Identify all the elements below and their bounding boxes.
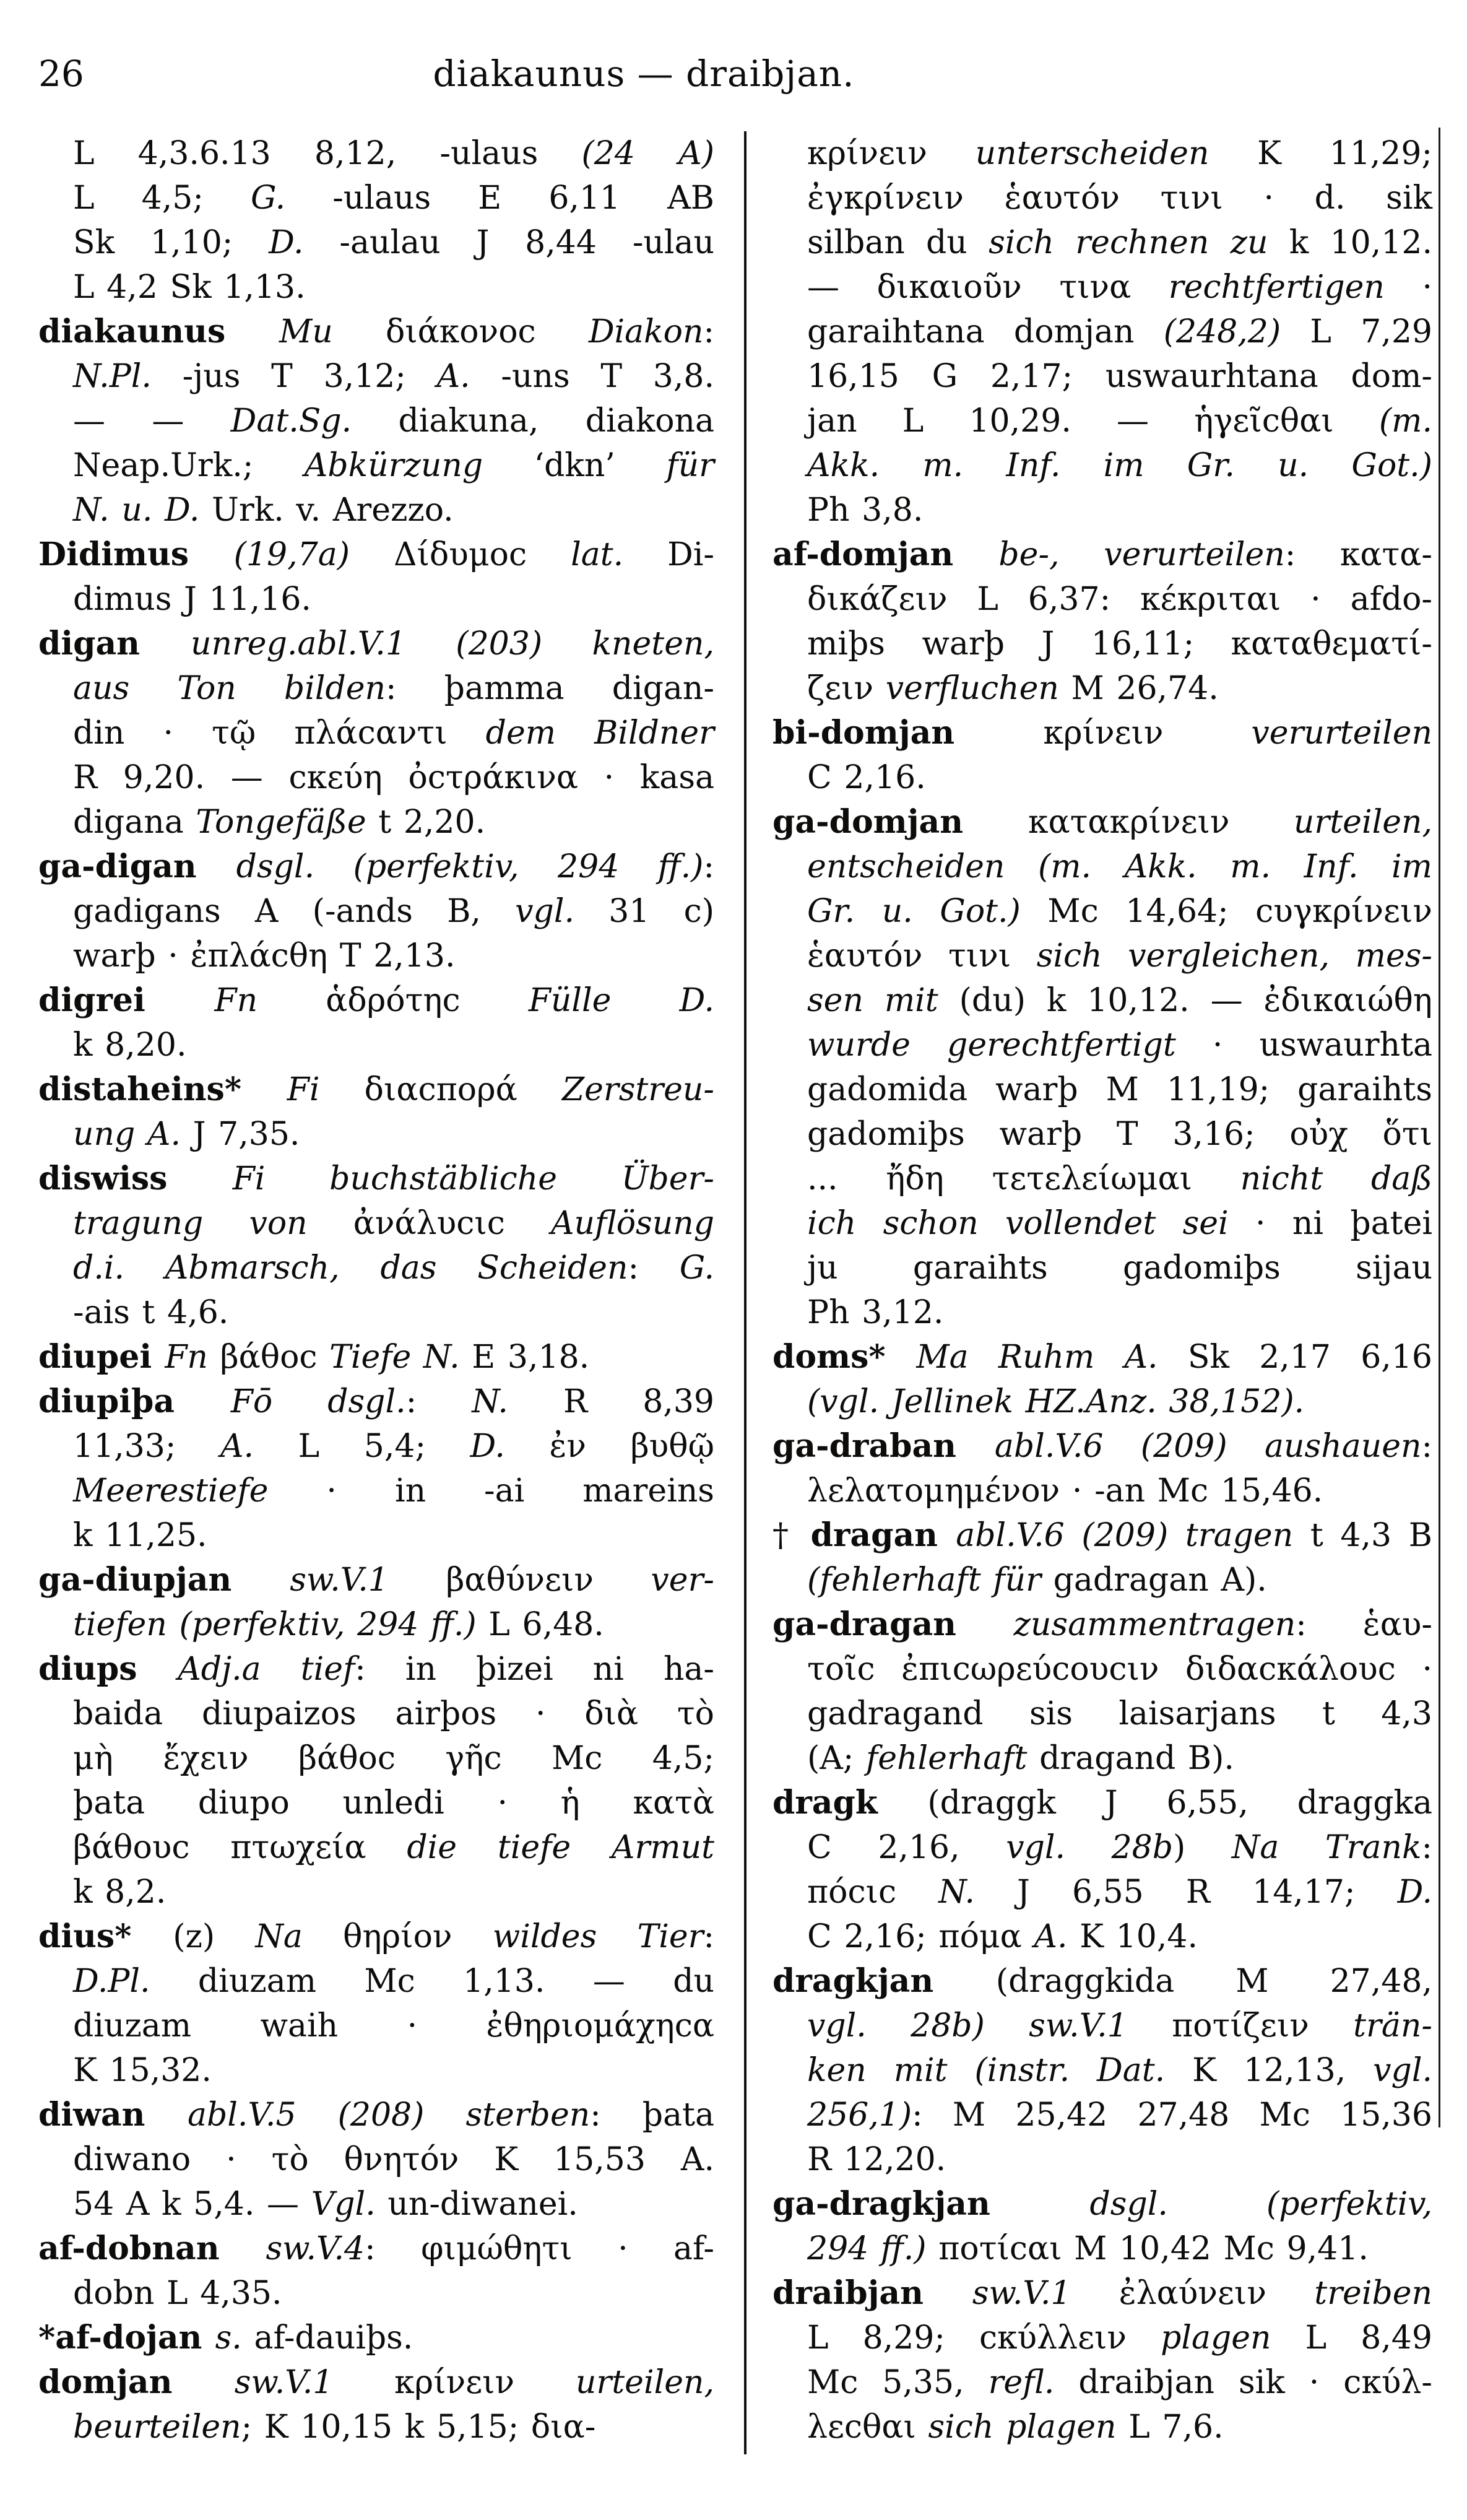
entry-line: gadigans A (-ands B, vgl. 31 c) bbox=[73, 893, 714, 930]
entry-line: 294 ff.) ποτίcαι M 10,42 Mc 9,41. bbox=[807, 2230, 1369, 2267]
entry-line: (fehlerhaft für gadragan A). bbox=[807, 1562, 1267, 1599]
entry-line: L 4,2 Sk 1,13. bbox=[73, 269, 306, 306]
dictionary-entry bbox=[38, 532, 714, 622]
entry-line: Ph 3,12. bbox=[807, 1294, 944, 1331]
entry-line: aus Ton bilden: þamma digan- bbox=[73, 670, 714, 707]
right-column bbox=[772, 131, 1432, 2449]
entry-line: dius* (z) Na θηρίον wildes Tier: bbox=[38, 1918, 714, 1955]
entry-line: μὴ ἔχειν βάθοc γῆc Mc 4,5; bbox=[73, 1740, 714, 1777]
entry-line: R 9,20. — cκεύη ὀcτράκινα · kasa bbox=[73, 759, 715, 796]
entry-line: gadomiþs warþ T 3,16; οὐχ ὅτι bbox=[807, 1116, 1432, 1153]
entry-line: warþ · ἐπλάcθη T 2,13. bbox=[73, 937, 456, 975]
entry-line: ... ἤδη τετελείωμαι nicht daß bbox=[807, 1160, 1432, 1197]
left-column bbox=[38, 131, 714, 2449]
entry-continuation bbox=[772, 131, 1432, 532]
dictionary-entry bbox=[38, 1914, 714, 2093]
entry-line: ἐγκρίνειν ἑαυτόν τινι · d. sik bbox=[807, 180, 1432, 217]
entry-line: af-domjan be-, verurteilen: κατα- bbox=[772, 536, 1432, 573]
entry-line: ju garaihts gadomiþs sijau bbox=[807, 1249, 1432, 1287]
entry-line: 54 A k 5,4. — Vgl. un-diwanei. bbox=[73, 2186, 578, 2223]
entry-line: diakaunus Mu διάκονοc Diakon: bbox=[38, 313, 715, 350]
entry-line: digana Tongefäße t 2,20. bbox=[73, 804, 486, 841]
entry-line: N.Pl. -jus T 3,12; A. -uns T 3,8. bbox=[73, 358, 714, 395]
dictionary-entry bbox=[38, 622, 714, 845]
entry-line: τοῖc ἐπιcωρεύcουcιν διδαcκάλουc · bbox=[807, 1651, 1432, 1688]
entry-line: k 8,20. bbox=[73, 1027, 187, 1064]
entry-line: diupei Fn βάθοc Tiefe N. E 3,18. bbox=[38, 1338, 590, 1376]
entry-line: gadomida warþ M 11,19; garaihts bbox=[807, 1071, 1432, 1108]
entry-line: Mc 5,35, refl. draibjan sik · cκύλ- bbox=[807, 2364, 1432, 2401]
entry-line: garaihtana domjan (248,2) L 7,29 bbox=[807, 313, 1432, 350]
dictionary-entry bbox=[38, 310, 714, 532]
dictionary-entry bbox=[38, 978, 714, 1067]
dictionary-entry bbox=[772, 1602, 1432, 1781]
dictionary-entry bbox=[772, 711, 1432, 800]
entry-line: dragkjan (draggkida M 27,48, bbox=[772, 1962, 1432, 2000]
entry-line: diwan abl.V.5 (208) sterben: þata bbox=[38, 2096, 714, 2134]
entry-line: *af-dojan s. af-dauiþs. bbox=[38, 2319, 413, 2357]
entry-line: vgl. 28b) sw.V.1 ποτίζειν trän- bbox=[807, 2007, 1432, 2044]
entry-line: 11,33; A. L 5,4; D. ἐν βυθῷ bbox=[73, 1428, 714, 1465]
dictionary-entry bbox=[38, 2360, 714, 2449]
entry-line: þata diupo unledi · ἡ κατὰ bbox=[73, 1784, 714, 1822]
entry-line: beurteilen; K 10,15 k 5,15; δια- bbox=[73, 2409, 596, 2446]
entry-line: Akk. m. Inf. im Gr. u. Got.) bbox=[807, 447, 1432, 484]
entry-line: din · τῷ πλάcαντι dem Bildner bbox=[73, 715, 714, 752]
entry-line: dragk (draggk J 6,55, draggka bbox=[772, 1784, 1433, 1822]
page-number: 26 bbox=[38, 53, 84, 95]
entry-line: entscheiden (m. Akk. m. Inf. im bbox=[807, 848, 1432, 885]
dictionary-entry bbox=[38, 2227, 714, 2316]
entry-continuation bbox=[38, 131, 714, 310]
dictionary-entry bbox=[38, 1558, 714, 1647]
entry-line: ung A. J 7,35. bbox=[73, 1116, 300, 1153]
entry-line: diups Adj.a tief: in þizei ni ha- bbox=[38, 1650, 715, 1688]
entry-line: k 11,25. bbox=[73, 1517, 207, 1554]
entry-line: af-dobnan sw.V.4: φιμώθητι · af- bbox=[38, 2230, 714, 2267]
page-edge-line bbox=[1439, 128, 1440, 2127]
dictionary-entry bbox=[38, 1647, 714, 1914]
entry-line: Didimus (19,7a) Δίδυμοc lat. Di- bbox=[38, 536, 715, 573]
dictionary-entry bbox=[772, 532, 1432, 711]
entry-line: digan unreg.abl.V.1 (203) kneten, bbox=[38, 625, 714, 663]
entry-line: ga-diupjan sw.V.1 βαθύνειν ver- bbox=[38, 1561, 714, 1599]
entry-line: δικάζειν L 6,37: κέκριται · afdo- bbox=[807, 581, 1433, 618]
dictionary-entry bbox=[772, 1959, 1432, 2182]
dictionary-entry bbox=[772, 1513, 1432, 1602]
entry-line: λελατομημένον · -an Mc 15,46. bbox=[807, 1472, 1323, 1510]
entry-line: d.i. Abmarsch, das Scheiden: G. bbox=[73, 1249, 714, 1287]
entry-line: ga-domjan κατακρίνειν urteilen, bbox=[772, 803, 1432, 841]
entry-line: diuzam waih · ἐθηριομάχηcα bbox=[73, 2007, 714, 2044]
entry-line: C 2,16. bbox=[807, 759, 926, 796]
entry-line: Meerestiefe · in -ai mareins bbox=[73, 1472, 714, 1510]
entry-line: βάθουc πτωχεία die tiefe Armut bbox=[73, 1829, 715, 1866]
entry-line: Gr. u. Got.) Mc 14,64; cυγκρίνειν bbox=[807, 893, 1432, 930]
entry-line: baida diupaizos airþos · διὰ τὸ bbox=[73, 1695, 714, 1732]
entry-line: (A; fehlerhaft dragand B). bbox=[807, 1740, 1234, 1777]
entry-line: k 8,2. bbox=[73, 1874, 167, 1911]
entry-line: N. u. D. Urk. v. Arezzo. bbox=[73, 492, 454, 529]
entry-line: sen mit (du) k 10,12. — ἐδικαιώθη bbox=[807, 982, 1432, 1019]
entry-line: domjan sw.V.1 κρίνειν urteilen, bbox=[38, 2363, 714, 2401]
entry-line: ἑαυτόν τινι sich vergleichen, mes- bbox=[807, 937, 1432, 975]
entry-line: K 15,32. bbox=[73, 2052, 212, 2089]
dictionary-entry bbox=[772, 800, 1432, 1335]
entry-line: diswiss Fi buchstäbliche Über- bbox=[38, 1160, 715, 1197]
entry-line: doms* Ma Ruhm A. Sk 2,17 6,16 bbox=[772, 1338, 1432, 1376]
entry-line: Sk 1,10; D. -aulau J 8,44 -ulau bbox=[73, 224, 715, 261]
entry-line: C 2,16; πόμα A. K 10,4. bbox=[807, 1918, 1198, 1955]
entry-line: dimus J 11,16. bbox=[73, 581, 311, 618]
entry-line: ich schon vollendet sei · ni þatei bbox=[807, 1205, 1432, 1242]
dictionary-entry bbox=[772, 1781, 1432, 1959]
entry-line: diupiþa Fō dsgl.: N. R 8,39 bbox=[38, 1383, 714, 1420]
column-divider-rule bbox=[744, 131, 746, 2454]
entry-line: bi-domjan κρίνειν verurteilen bbox=[772, 714, 1432, 752]
entry-line: dobn L 4,35. bbox=[73, 2275, 282, 2312]
entry-line: ga-digan dsgl. (perfektiv, 294 ff.): bbox=[38, 848, 714, 885]
entry-line: ga-dragan zusammentragen: ἑαυ- bbox=[772, 1605, 1432, 1643]
dictionary-entry bbox=[38, 845, 714, 978]
entry-line: ken mit (instr. Dat. K 12,13, vgl. bbox=[807, 2052, 1432, 2089]
entry-line: -ais t 4,6. bbox=[73, 1294, 229, 1331]
entry-line: λεcθαι sich plagen L 7,6. bbox=[807, 2409, 1224, 2446]
entry-line: Neap.Urk.; Abkürzung ‘dkn’ für bbox=[73, 447, 714, 484]
entry-line: † dragan abl.V.6 (209) tragen t 4,3 B bbox=[772, 1516, 1432, 1554]
dictionary-entry bbox=[38, 1379, 714, 1558]
entry-line: L 8,29; cκύλλειν plagen L 8,49 bbox=[807, 2319, 1432, 2357]
dictionary-entry bbox=[38, 2316, 714, 2360]
entry-line: wurde gerechtfertigt · uswaurhta bbox=[807, 1027, 1432, 1064]
dictionary-entry bbox=[772, 1424, 1432, 1513]
entry-line: R 12,20. bbox=[807, 2141, 946, 2178]
entry-line: πόcιc N. J 6,55 R 14,17; D. bbox=[807, 1874, 1432, 1911]
entry-line: ζειν verfluchen M 26,74. bbox=[807, 670, 1219, 707]
entry-line: tiefen (perfektiv, 294 ff.) L 6,48. bbox=[73, 1606, 604, 1643]
entry-line: (vgl. Jellinek HZ.Anz. 38,152). bbox=[807, 1383, 1305, 1420]
dictionary-entry bbox=[772, 2271, 1432, 2449]
dictionary-entry bbox=[772, 1335, 1432, 1424]
entry-line: gadragand sis laisarjans t 4,3 bbox=[807, 1695, 1432, 1732]
entry-line: diwano · τὸ θνητόν K 15,53 A. bbox=[73, 2141, 714, 2178]
entry-line: silban du sich rechnen zu k 10,12. bbox=[807, 224, 1432, 261]
dictionary-entry bbox=[38, 1335, 714, 1379]
entry-line: digrei Fn ἁδρότηc Fülle D. bbox=[38, 981, 714, 1019]
entry-line: — — Dat.Sg. diakuna, diakona bbox=[73, 402, 714, 440]
entry-line: tragung von ἀνάλυcιc Auflösung bbox=[73, 1205, 714, 1242]
entry-line: distaheins* Fi διαcπορά Zerstreu- bbox=[38, 1071, 714, 1108]
entry-line: draibjan sw.V.1 ἐλαύνειν treiben bbox=[772, 2274, 1433, 2312]
entry-line: 256,1): M 25,42 27,48 Mc 15,36 bbox=[807, 2096, 1432, 2134]
running-head: diakaunus — draibjan. bbox=[433, 53, 855, 95]
entry-line: Ph 3,8. bbox=[807, 492, 924, 529]
entry-line: C 2,16, vgl. 28b) Na Trank: bbox=[807, 1829, 1432, 1866]
entry-line: D.Pl. diuzam Mc 1,13. — du bbox=[73, 1963, 714, 2000]
dictionary-entry bbox=[38, 2093, 714, 2227]
dictionary-entry bbox=[772, 2182, 1432, 2271]
entry-line: L 4,3.6.13 8,12, -ulaus (24 A) bbox=[73, 135, 714, 172]
entry-line: — δικαιοῦν τινα rechtfertigen · bbox=[807, 269, 1432, 306]
entry-line: ga-dragkjan dsgl. (perfektiv, bbox=[772, 2185, 1432, 2223]
entry-line: ga-draban abl.V.6 (209) aushauen: bbox=[772, 1427, 1433, 1465]
entry-line: jan L 10,29. — ἡγεῖcθαι (m. bbox=[807, 402, 1432, 440]
entry-line: miþs warþ J 16,11; καταθεματί- bbox=[807, 625, 1432, 663]
dictionary-entry bbox=[38, 1157, 714, 1335]
entry-line: κρίνειν unterscheiden K 11,29; bbox=[807, 135, 1432, 172]
dictionary-entry bbox=[38, 1067, 714, 1157]
entry-line: L 4,5; G. -ulaus E 6,11 AB bbox=[73, 180, 714, 217]
entry-line: 16,15 G 2,17; uswaurhtana dom- bbox=[807, 358, 1432, 395]
